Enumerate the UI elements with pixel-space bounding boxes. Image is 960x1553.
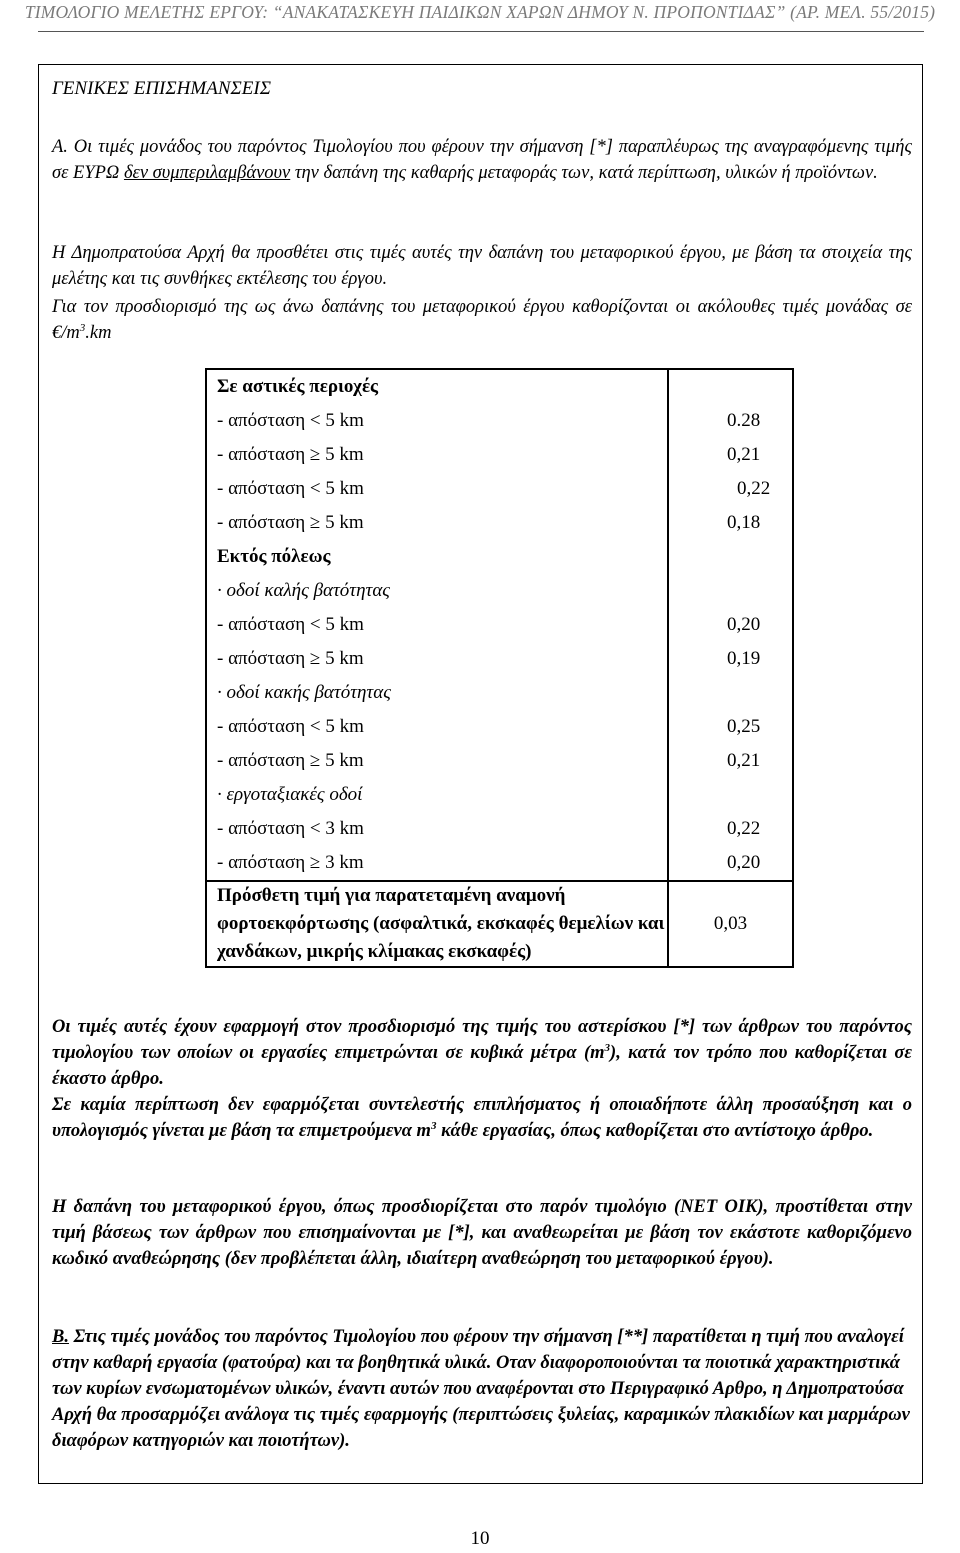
rates-cell bbox=[206, 369, 771, 881]
rate-row bbox=[207, 438, 761, 472]
paragraph-d-label: Β. bbox=[52, 1327, 69, 1347]
rate-value: 0.28 bbox=[727, 410, 761, 431]
rate-value: 0,19 bbox=[727, 648, 761, 669]
extra-cell bbox=[206, 881, 668, 967]
rate-row bbox=[207, 744, 761, 778]
rate-row bbox=[207, 608, 761, 642]
paragraph-b-line1: Οι τιμές αυτές έχουν εφαρμογή στον προσδιορισμό της τιμής του αστερίσκου [*] των άρθρων του παρόντος τιμολογίου των οποίων οι εργασίες επιμετρώνται σε κυβικά μέτρα (m bbox=[52, 1017, 912, 1063]
rate-row bbox=[207, 642, 761, 676]
transport-rates-table bbox=[205, 368, 794, 968]
paragraph-b-line2: Σε καμία περίπτωση δεν εφαρμόζεται συντελεστής επιπλήσματος ή οποιαδήποτε άλλη προσαύξηση και ο υπολογισμός γίνεται με βάση τα επιμετρούμενα m bbox=[52, 1095, 912, 1141]
paragraph-b-sup2: 3 bbox=[430, 1119, 437, 1132]
rate-label: - απόσταση < 5 km bbox=[217, 410, 364, 431]
paragraph-d bbox=[52, 1324, 912, 1454]
paragraph-a-pre: Α. Οι τιμές μονάδος του παρόντος Τιμολογίου που φέρουν την σήμανση [*] παραπλέυρως της αναγραφόμενης τιμής σε ΕΥΡΩ bbox=[52, 137, 912, 183]
rate-value: 0,22 bbox=[727, 818, 761, 839]
rate-value: 0,21 bbox=[727, 750, 761, 771]
rate-row bbox=[207, 846, 761, 880]
rate-row bbox=[207, 472, 771, 506]
rate-value: 0,22 bbox=[737, 478, 771, 499]
paragraph-a-underlined: δεν συμπεριλαμβάνουν bbox=[123, 163, 291, 183]
rate-label: - απόσταση < 5 km bbox=[217, 614, 364, 635]
rate-label: - απόσταση < 5 km bbox=[217, 478, 364, 499]
header-rule bbox=[38, 31, 924, 32]
paragraph-a2: Η Δημοπρατούσα Αρχή θα προσθέτει στις τιμές αυτές την δαπάνη του μεταφορικού έργου, με βάση τα στοιχεία της μελέτης και τις συνθήκες εκτέλεσης του έργου. bbox=[52, 243, 912, 289]
paragraph-a3-sup: 3 bbox=[79, 321, 86, 334]
extra-label: Πρόσθετη τιμή για παρατεταμένη αναμονή φορτοεκφόρτωσης (ασφαλτικά, εκσκαφές θεμελίων και χανδάκων, μικρής κλίμακας εκσκαφές) bbox=[217, 885, 665, 962]
paragraph-b-line1-end: ), κατά τον τρόπο που καθορίζεται σε έκαστο άρθρο. bbox=[52, 1043, 912, 1089]
rate-row bbox=[207, 506, 761, 540]
rate-value: 0,21 bbox=[727, 444, 761, 465]
rate-value: 0,20 bbox=[727, 614, 761, 635]
urban-header: Σε αστικές περιοχές bbox=[217, 376, 379, 397]
rate-label: - απόσταση < 3 km bbox=[217, 818, 364, 839]
rate-row bbox=[207, 710, 761, 744]
outside-header: Εκτός πόλεως bbox=[217, 546, 331, 567]
rate-label: - απόσταση ≥ 5 km bbox=[217, 512, 364, 533]
paragraph-b-sup1: 3 bbox=[604, 1041, 611, 1054]
paragraph-a3-post: .km bbox=[85, 323, 112, 343]
rate-label: - απόσταση ≥ 5 km bbox=[217, 750, 364, 771]
page-number: 10 bbox=[470, 1528, 490, 1549]
rate-row bbox=[207, 812, 761, 846]
section-title: ΓΕΝΙΚΕΣ ΕΠΙΣΗΜΑΝΣΕΙΣ bbox=[52, 78, 272, 99]
rate-row bbox=[207, 404, 761, 438]
paragraph-a3-pre: Για τον προσδιορισμό της ως άνω δαπάνης του μεταφορικού έργου καθορίζονται οι ακόλουθες τιμές μονάδας σε €/m bbox=[52, 297, 912, 343]
rate-label: - απόσταση ≥ 5 km bbox=[217, 444, 364, 465]
paragraph-b bbox=[52, 1014, 912, 1144]
rate-label: - απόσταση < 5 km bbox=[217, 716, 364, 737]
paragraph-a3 bbox=[52, 294, 912, 346]
extra-value: 0,03 bbox=[668, 881, 793, 967]
paragraph-a bbox=[52, 134, 912, 186]
rate-value: 0,20 bbox=[727, 852, 761, 873]
paragraph-d-text: Στις τιμές μονάδος του παρόντος Τιμολογίου που φέρουν την σήμανση [**] παρατίθεται η τιμή που αναλογεί στην καθαρή εργασία (φατούρα) και τα βοηθητικά υλικά. Οταν διαφοροποιούνται τα ποιοτικά χαρακτηριστικά των κυρίων ενσωματομένων υλικών, έναντι αυτών που αναφέρονται στο Περιγραφικό Αρθρο, η Δημοπρατούσα Αρχή θα προσαρμόζει ανάλογα τις τιμές εφαρμογής (περιπτώσεις ξυλείας, καραμικών πλακιδίων και μαρμάρων διαφόρων κατηγοριών και ποιοτήτων). bbox=[52, 1327, 910, 1451]
site-roads-header: · εργοταξιακές οδοί bbox=[217, 784, 363, 805]
rate-value: 0,25 bbox=[727, 716, 761, 737]
paragraph-c: Η δαπάνη του μεταφορικού έργου, όπως προσδιορίζεται στο παρόν τιμολόγιο (ΝΕΤ ΟΙΚ), προστίθεται στην τιμή βάσεως των άρθρων που επισημαίνονται με [*], και αναθεωρείται με βάση τον εκάστοτε καθοριζόμενο κωδικό αναθεώρησης (δεν προβλέπεται άλλη, ιδιαίτερη αναθεώρηση του μεταφορικού έργου). bbox=[52, 1197, 912, 1269]
rate-value: 0,18 bbox=[727, 512, 761, 533]
good-roads-header: · οδοί καλής βατότητας bbox=[217, 580, 391, 601]
paragraph-a-post: την δαπάνη της καθαρής μεταφοράς των, κατά περίπτωση, υλικών ή προϊόντων. bbox=[290, 163, 878, 183]
paragraph-b-line2-end: κάθε εργασίας, όπως καθορίζεται στο αντίστοιχο άρθρο. bbox=[436, 1121, 874, 1141]
rate-label: - απόσταση ≥ 3 km bbox=[217, 852, 364, 873]
page-header: ΤΙΜΟΛΟΓΙΟ ΜΕΛΕΤΗΣ ΕΡΓΟΥ: “ΑΝΑΚΑΤΑΣΚΕΥΗ ΠΑΙΔΙΚΩΝ ΧΑΡΩΝ ΔΗΜΟΥ Ν. ΠΡΟΠΟΝΤΙΔΑΣ” (ΑΡ. ΜΕΛ. 55/2015) bbox=[24, 2, 936, 22]
rate-label: - απόσταση ≥ 5 km bbox=[217, 648, 364, 669]
bad-roads-header: · οδοί κακής βατότητας bbox=[217, 682, 391, 703]
